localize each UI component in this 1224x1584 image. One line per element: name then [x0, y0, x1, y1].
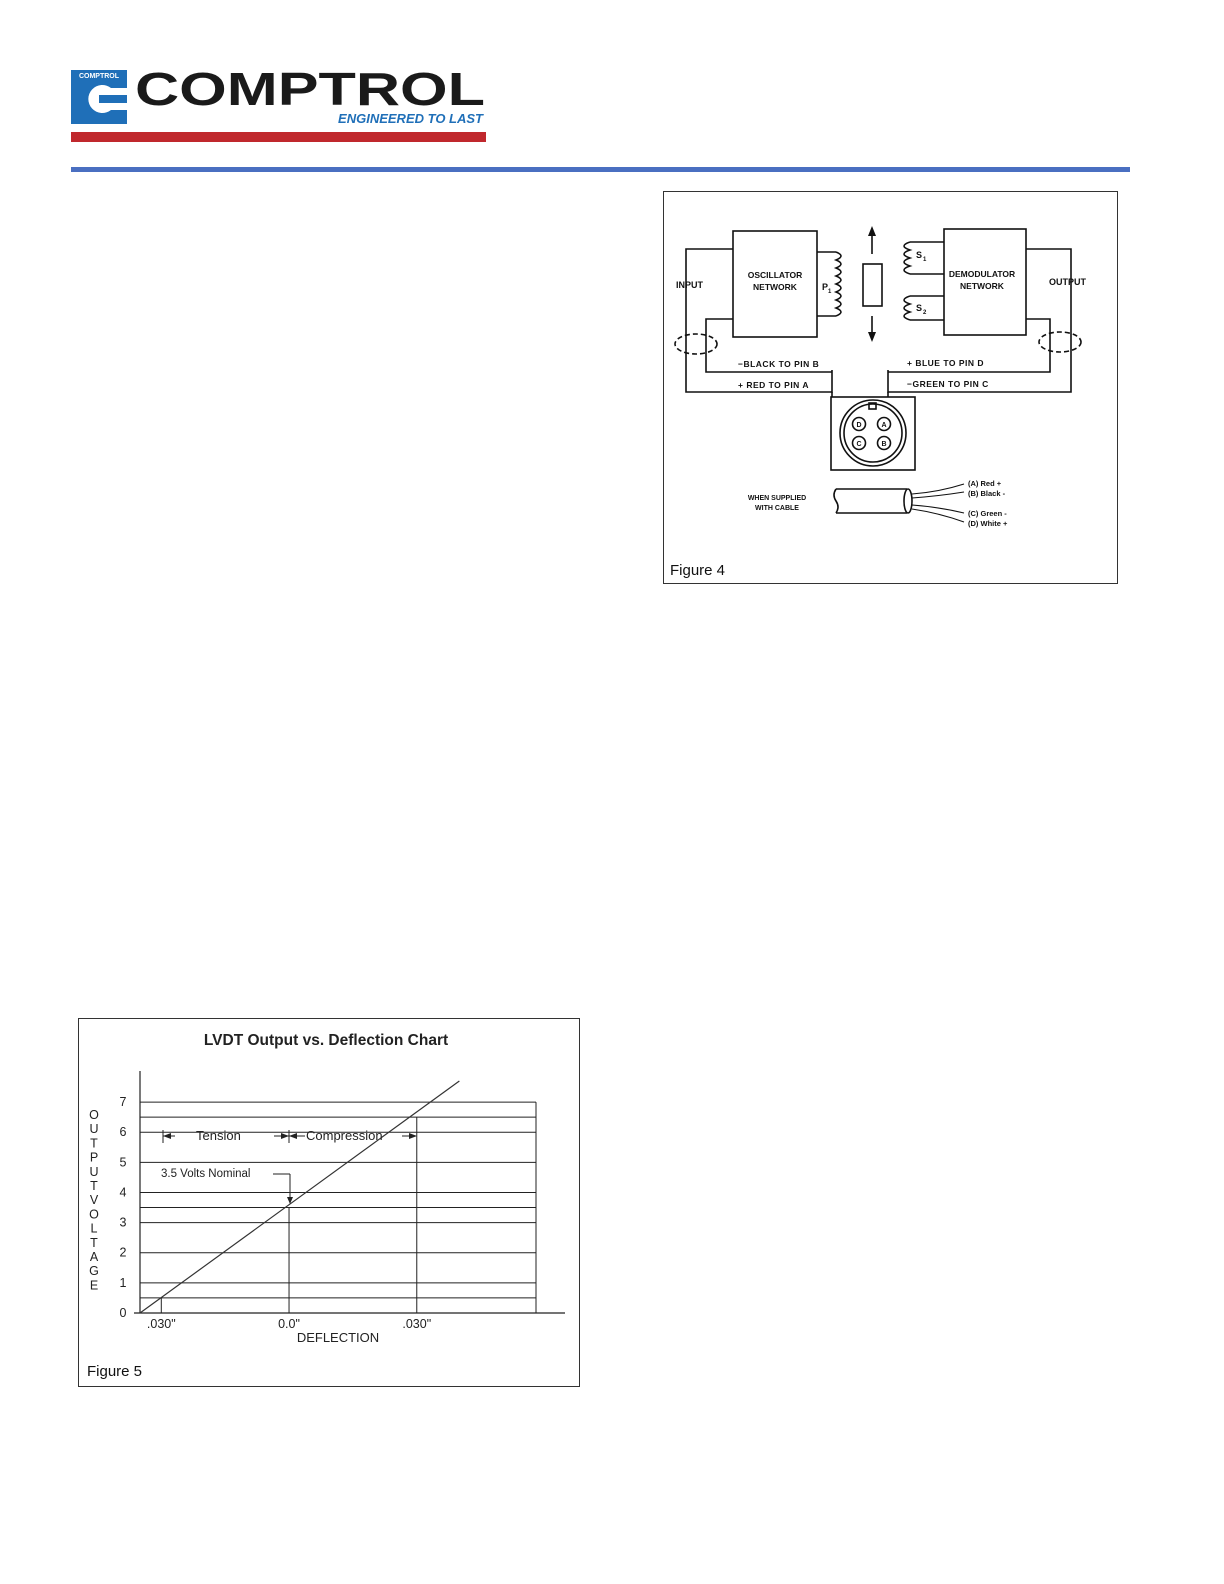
- y-axis-label-letter: U: [89, 1164, 99, 1179]
- cable-wire-d: (D) White +: [968, 519, 1008, 528]
- y-axis-label-letter: T: [90, 1136, 98, 1151]
- y-axis-label-letter: P: [89, 1150, 99, 1165]
- y-axis-label: [89, 1108, 99, 1292]
- y-axis-label-letter: O: [89, 1108, 99, 1122]
- cable-label-1: WHEN SUPPLIED: [747, 495, 807, 502]
- figure-4-caption: Figure 4: [670, 562, 726, 579]
- wire-green-label: −GREEN TO PIN C: [907, 379, 989, 389]
- wire-red-label: + RED TO PIN A: [738, 380, 809, 390]
- y-tick-label: 4: [119, 1185, 127, 1200]
- wire-blue-label: + BLUE TO PIN D: [907, 358, 985, 368]
- primary-coil-label: P: [822, 282, 829, 292]
- figure-5-caption: Figure 5: [87, 1363, 143, 1380]
- chart-grid: [134, 1071, 565, 1313]
- primary-coil-sub: 1: [828, 289, 832, 295]
- lvdt-output-chart: [79, 1019, 581, 1388]
- secondary2-sub: 2: [923, 310, 927, 316]
- oscillator-label-1: OSCILLATOR: [747, 270, 803, 280]
- pin-c-label: C: [856, 441, 862, 448]
- x-axis-label: DEFLECTION: [296, 1330, 380, 1345]
- lvdt-wiring-schematic: [664, 192, 1119, 585]
- demodulator-label-2: NETWORK: [960, 281, 1004, 291]
- header-rule: [71, 167, 1130, 172]
- cable-wire-c: (C) Green -: [968, 509, 1007, 518]
- wire-black-label: −BLACK TO PIN B: [738, 359, 820, 369]
- secondary-coil-2: [904, 296, 910, 320]
- lvdt-core: [863, 264, 882, 306]
- series-line: [140, 1081, 459, 1313]
- y-tick-labels: [120, 1095, 127, 1320]
- demodulator-label-1: DEMODULATOR: [948, 269, 1016, 279]
- y-axis-label-letter: L: [90, 1221, 98, 1236]
- x-tick-label: .030": [146, 1317, 176, 1331]
- y-axis-label-letter: T: [90, 1179, 98, 1193]
- primary-coil: [836, 252, 841, 316]
- y-tick-label: 3: [119, 1215, 127, 1230]
- y-tick-label: 6: [119, 1125, 127, 1140]
- y-tick-label: 7: [119, 1095, 127, 1110]
- y-tick-label: 1: [119, 1275, 127, 1290]
- nominal-annotation: 3.5 Volts Nominal: [161, 1168, 251, 1180]
- comptrol-logo: [71, 70, 486, 144]
- y-tick-label: 5: [119, 1155, 127, 1170]
- output-label: OUTPUT: [1049, 277, 1086, 287]
- y-axis-label-letter: V: [89, 1193, 99, 1208]
- pin-b-label: B: [881, 441, 887, 448]
- y-axis-label-letter: O: [89, 1207, 99, 1222]
- tension-annotation: Tension: [196, 1128, 241, 1143]
- y-axis-label-letter: A: [89, 1250, 99, 1264]
- pin-a-label: A: [881, 422, 887, 429]
- secondary-coil-1: [904, 242, 910, 274]
- y-axis-label-letter: G: [89, 1264, 99, 1279]
- logo-small-text: COMPTROL: [78, 73, 120, 80]
- figure-5: [78, 1018, 580, 1387]
- secondary1-sub: 1: [923, 257, 927, 263]
- cable-wire-b: (B) Black -: [968, 489, 1006, 498]
- secondary1-label: S: [916, 250, 923, 260]
- logo-red-bar: [71, 132, 486, 142]
- oscillator-label-2: NETWORK: [753, 282, 797, 292]
- input-label: INPUT: [676, 280, 703, 290]
- cable-label-2: WITH CABLE: [755, 505, 799, 512]
- y-tick-label: 0: [119, 1306, 127, 1320]
- secondary2-label: S: [916, 303, 923, 313]
- cable-wire-a: (A) Red +: [968, 479, 1002, 488]
- y-axis-label-letter: T: [90, 1235, 98, 1250]
- x-tick-label: 0.0": [278, 1317, 300, 1331]
- x-tick-labels: [147, 1317, 431, 1331]
- pin-d-label: D: [856, 422, 862, 429]
- y-tick-label: 2: [119, 1245, 127, 1260]
- x-tick-label: .030": [402, 1317, 432, 1331]
- chart-series: [140, 1081, 459, 1313]
- brand-name: COMPTROL: [135, 70, 485, 115]
- chart-title: LVDT Output vs. Deflection Chart: [203, 1032, 449, 1049]
- y-axis-label-letter: E: [89, 1278, 99, 1293]
- y-axis-label-letter: U: [89, 1122, 99, 1137]
- figure-4: [663, 191, 1118, 584]
- compression-annotation: Compression: [306, 1128, 383, 1143]
- brand-tagline: ENGINEERED TO LAST: [338, 111, 483, 126]
